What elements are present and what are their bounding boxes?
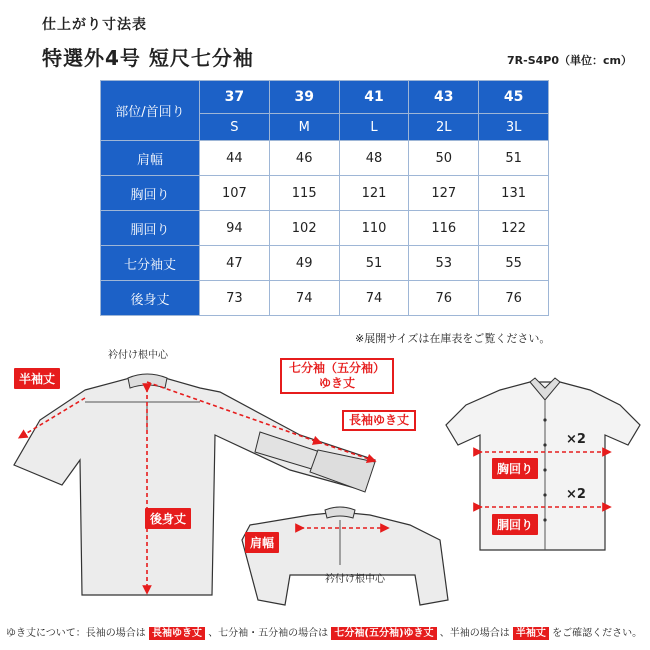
footer-text: 、半袖の場合は <box>439 628 510 639</box>
size-header: 39 <box>269 81 339 114</box>
size-letter: S <box>200 114 270 141</box>
table-cell: 55 <box>479 246 549 281</box>
seven-sleeve-tag-line2: ゆき丈 <box>318 376 355 390</box>
collar-center-label-bottom: 衿付け根中心 <box>325 574 385 585</box>
table-row <box>101 281 549 316</box>
footer-text: ゆき丈について：長袖の場合は <box>6 628 146 639</box>
size-letter: 2L <box>409 114 479 141</box>
shoulder-tag: 肩幅 <box>245 532 279 553</box>
waist-multiplier: ×2 <box>566 487 586 502</box>
footer-half-sleeve-tag: 半袖丈 <box>513 627 549 640</box>
table-cell: 51 <box>479 141 549 176</box>
footer-note <box>6 624 642 639</box>
table-row <box>101 141 549 176</box>
stock-note: ※展開サイズは在庫表をご覧ください。 <box>355 332 551 345</box>
table-cell: 116 <box>409 211 479 246</box>
product-code: 7R-S4P0（単位：cm） <box>507 54 632 67</box>
row-label: 七分袖丈 <box>101 246 200 281</box>
table-cell: 76 <box>479 281 549 316</box>
table-cell: 53 <box>409 246 479 281</box>
table-row <box>101 176 549 211</box>
table-cell: 121 <box>339 176 409 211</box>
size-header: 45 <box>479 81 549 114</box>
table-cell: 46 <box>269 141 339 176</box>
size-table <box>100 80 549 316</box>
row-label: 胴回り <box>101 211 200 246</box>
size-letter: L <box>339 114 409 141</box>
collar-center-label-top: 衿付け根中心 <box>108 350 168 361</box>
row-label: 後身丈 <box>101 281 200 316</box>
table-cell: 44 <box>200 141 270 176</box>
seven-sleeve-tag <box>280 358 394 394</box>
table-cell: 50 <box>409 141 479 176</box>
table-cell: 48 <box>339 141 409 176</box>
table-cell: 110 <box>339 211 409 246</box>
table-cell: 74 <box>339 281 409 316</box>
table-cell: 76 <box>409 281 479 316</box>
table-cell: 49 <box>269 246 339 281</box>
table-cell: 122 <box>479 211 549 246</box>
table-row <box>101 211 549 246</box>
table-cell: 102 <box>269 211 339 246</box>
row-label: 肩幅 <box>101 141 200 176</box>
table-corner-label: 部位/首回り <box>101 81 200 141</box>
shirt-back-small-illustration <box>242 507 448 605</box>
footer-text: をご確認ください。 <box>552 628 643 639</box>
half-sleeve-tag: 半袖丈 <box>14 368 60 389</box>
table-cell: 127 <box>409 176 479 211</box>
table-cell: 73 <box>200 281 270 316</box>
footer-seven-sleeve-tag: 七分袖(五分袖)ゆき丈 <box>331 627 436 640</box>
size-header: 37 <box>200 81 270 114</box>
footer-text: 、七分袖・五分袖の場合は <box>208 628 329 639</box>
chart-subtitle: 仕上がり寸法表 <box>42 17 147 33</box>
table-cell: 74 <box>269 281 339 316</box>
table-cell: 94 <box>200 211 270 246</box>
size-header: 41 <box>339 81 409 114</box>
waist-tag: 胴回り <box>492 514 538 535</box>
back-length-tag: 後身丈 <box>145 508 191 529</box>
table-cell: 107 <box>200 176 270 211</box>
table-cell: 131 <box>479 176 549 211</box>
footer-long-sleeve-tag: 長袖ゆき丈 <box>149 627 205 640</box>
table-row <box>101 246 549 281</box>
table-cell: 51 <box>339 246 409 281</box>
size-letter: 3L <box>479 114 549 141</box>
chest-tag: 胸回り <box>492 458 538 479</box>
row-label: 胸回り <box>101 176 200 211</box>
table-cell: 47 <box>200 246 270 281</box>
page-title: 特選外4号 短尺七分袖 <box>42 46 254 70</box>
long-sleeve-tag: 長袖ゆき丈 <box>342 410 416 431</box>
size-header: 43 <box>409 81 479 114</box>
seven-sleeve-tag-line1: 七分袖（五分袖） <box>288 361 385 375</box>
shirt-front-illustration <box>446 378 640 550</box>
chest-multiplier: ×2 <box>566 432 586 447</box>
table-cell: 115 <box>269 176 339 211</box>
size-letter: M <box>269 114 339 141</box>
